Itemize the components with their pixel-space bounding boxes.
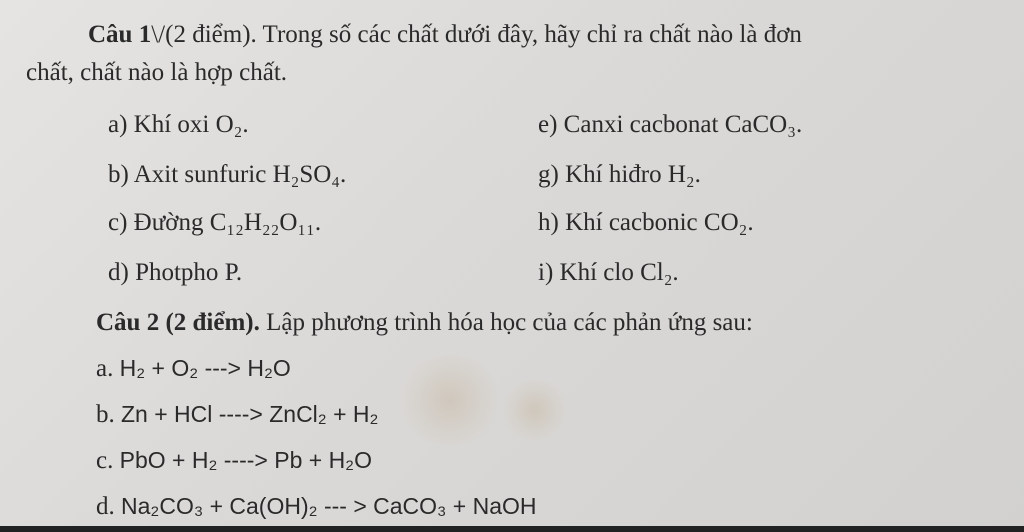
q2-equation-a [96, 356, 291, 381]
item-formula: C₁₂H₂₂O₁₁ [209, 209, 315, 236]
item-label: i) Khí clo [538, 259, 634, 286]
item-end: . [694, 161, 701, 188]
q1-item-g [538, 162, 701, 187]
equation-text: Zn + HCl ----> ZnCl₂ + H₂ [121, 401, 379, 427]
equation-label: a. [96, 355, 114, 382]
q1-title-mark: \/ [151, 21, 166, 48]
item-label: g) Khí hiđro [538, 161, 662, 188]
q2-title-bold: Câu 2 (2 điểm). [96, 309, 260, 336]
equation-label: d. [96, 493, 115, 520]
item-end: . [747, 209, 754, 236]
item-end: . [314, 209, 322, 236]
item-formula: H₂ [667, 161, 695, 188]
item-formula: O₂ [215, 111, 243, 138]
q1-item-c [108, 210, 321, 235]
equation-text: Na₂CO₃ + Ca(OH)₂ --- > CaCO₃ + NaOH [121, 493, 537, 519]
item-label: a) Khí oxi [108, 111, 210, 138]
item-formula: Cl₂ [640, 259, 673, 286]
item-formula: P [224, 259, 236, 286]
item-end: . [672, 259, 679, 286]
q1-item-b [108, 162, 346, 187]
q1-title-line1 [88, 22, 802, 47]
q1-item-i [538, 260, 679, 285]
equation-text: H₂ + O₂ ---> H₂O [119, 355, 291, 381]
item-label: c) Đường [108, 209, 204, 236]
q1-title-line2: chất, chất nào là hợp chất. [26, 59, 288, 86]
item-formula: H₂SO₄ [272, 161, 341, 188]
q2-equation-c [96, 448, 372, 473]
item-formula: CO₂ [703, 209, 748, 236]
q1-title-rest: (2 điểm). Trong số các chất dưới đây, hãy chỉ ra chất nào là đơn [165, 21, 802, 48]
q2-equation-d [96, 494, 537, 519]
item-label: h) Khí cacbonic [538, 209, 698, 236]
item-end: . [795, 111, 803, 138]
item-end: . [340, 161, 347, 188]
q1-title-prefix: Câu 1 [88, 21, 152, 48]
item-formula: CaCO₃ [724, 111, 796, 138]
q1-item-e [538, 112, 802, 137]
item-label: b) Axit sunfuric [108, 161, 267, 188]
q2-equation-b [96, 402, 378, 427]
page-bottom-edge [0, 526, 1024, 532]
q1-item-a [108, 112, 249, 137]
equation-label: b. [96, 401, 115, 428]
paper-stain [500, 380, 570, 440]
paper-stain [395, 355, 505, 445]
equation-label: c. [96, 447, 114, 474]
item-end: . [242, 111, 249, 138]
item-end: . [235, 259, 243, 286]
q2-title [96, 310, 753, 335]
equation-text: PbO + H₂ ----> Pb + H₂O [119, 447, 373, 473]
item-label: d) Photpho [108, 259, 219, 286]
q1-item-h [538, 210, 754, 235]
q2-title-rest: Lập phương trình hóa học của các phản ứng sau: [266, 309, 753, 336]
item-label: e) Canxi cacbonat [538, 111, 719, 138]
q1-item-d [108, 260, 242, 285]
